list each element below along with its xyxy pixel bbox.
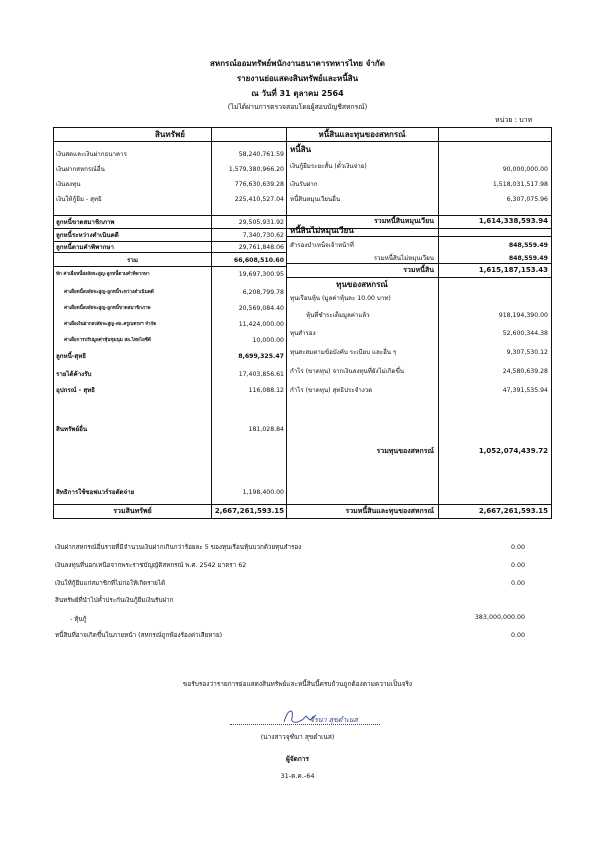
asset-row-label: อุปกรณ์ - สุทธิ	[56, 387, 95, 394]
svg-text:จีรนา สุขดำเนส: จีรนา สุขดำเนส	[310, 716, 358, 724]
note-value: 383,000,000.00	[474, 614, 525, 621]
note-label: หนี้สินที่อาจเกิดขึ้นในภายหน้า (สหกรณ์ถูกฟ้องร้องค่าเสียหาย)	[55, 632, 223, 639]
asset-row-label: ค่าเผื่อหนี้สงสัยจะสูญ-ลูกหนี้ขาดสมาชิกภาพ	[64, 306, 151, 311]
asset-row-value: 11,424,000.00	[238, 321, 284, 328]
balance-sheet-table	[53, 127, 552, 519]
note-label: เงินลงทุนที่นอกเหนือจากพระราชบัญญัติสหกรณ์ พ.ศ. 2542 มาตรา 62	[55, 562, 247, 569]
asset-row-label: ลูกหนี้-สุทธิ	[56, 353, 87, 360]
total-assets-label: รวมสินทรัพย์	[113, 507, 152, 515]
grand-total-label: รวมหนี้สินและทุนของสหกรณ์	[345, 507, 434, 515]
note-label: สินทรัพย์ที่นำไปค้ำประกันเงินกู้ยืมเงินรับฝาก	[55, 597, 174, 604]
equity-row-label: ทุนเรือนหุ้น (มูลค่าหุ้นละ 10.00 บาท)	[290, 295, 391, 302]
asset-row-label: เงินให้กู้ยืม - สุทธิ	[56, 196, 102, 203]
asset-row-label: รายได้ค้างรับ	[56, 371, 92, 378]
asset-row-label: ลูกหนี้ระหว่างดำเนินคดี	[56, 232, 119, 239]
asset-row-label: เงินสดและเงินฝากธนาคาร	[56, 151, 127, 158]
equity-row-label: ทุนสำรอง	[290, 330, 316, 337]
asset-row-value: 6,208,799.78	[242, 289, 284, 296]
asset-row-value: 17,403,856.61	[238, 371, 284, 378]
note-label: เงินให้กู้ยืมแก่สมาชิกที่ไม่ก่อให้เกิดรายได้	[55, 580, 166, 587]
current-liabilities-total-label: รวมหนี้สินหมุนเวียน	[374, 217, 434, 225]
asset-row-value: 19,697,300.95	[238, 271, 284, 278]
liability-row-label: หนี้สินหมุนเวียนอื่น	[290, 196, 341, 203]
noncurrent-liabilities-total-label: รวมหนี้สินไม่หมุนเวียน	[373, 255, 434, 262]
asset-subtotal-label: รวม	[127, 257, 138, 264]
equity-row-value: 24,580,639.28	[502, 368, 548, 375]
note-value: 0.00	[510, 580, 525, 587]
asset-row-value: 29,761,848.06	[238, 244, 284, 251]
grand-total-value: 2,667,261,593.15	[478, 507, 548, 515]
asset-row-value: 58,240,761.59	[238, 151, 284, 158]
liability-row-value: 848,559.49	[508, 242, 548, 249]
note-value: 0.00	[510, 632, 525, 639]
equity-row-value: 9,307,530.12	[506, 349, 548, 356]
report-title: รายงานย่อแสดงสินทรัพย์และหนี้สิน	[236, 74, 359, 83]
liability-row-value: 90,000,000.00	[502, 166, 548, 173]
liability-row-value: 1,518,031,517.98	[492, 181, 548, 188]
asset-row-label: ค่าเผื่อเงินฝากสงสัยจะสูญ-สอ.ครูเบตรงฯ จำกัด	[64, 322, 157, 327]
note-value: 0.00	[510, 562, 525, 569]
manager-name: (นางสาวจุฑิมา สุขดำเนส)	[260, 733, 335, 741]
asset-row-label: เงินฝากสหกรณ์อื่น	[56, 166, 105, 173]
liabilities-heading: หนี้สินและทุนของสหกรณ์	[318, 130, 406, 139]
noncurrent-liabilities-total-value: 848,559.49	[508, 255, 548, 262]
audit-note: (ไม่ได้ผ่านการตรวจสอบโดยผู้สอบบัญชีสหกรณ์)	[227, 103, 368, 111]
total-equity-label: รวมทุนของสหกรณ์	[376, 447, 434, 455]
total-liabilities-label: รวมหนี้สิน	[403, 266, 434, 274]
current-liabilities-heading: หนี้สิน	[290, 145, 312, 154]
asset-row-value: 10,000.00	[252, 337, 284, 344]
asset-row-value: 1,198,400.00	[242, 489, 284, 496]
asset-row-value: 8,699,325.47	[238, 353, 284, 360]
asset-row-label: เงินลงทุน	[56, 181, 81, 188]
liability-row-label: สำรองบำเหน็จเจ้าหน้าที่	[290, 242, 354, 249]
asset-row-label: ค่าเผื่อการปรับมูลค่าหุ้นชุมนุม สอ.ไทยไอซีดี	[64, 338, 151, 343]
assets-heading: สินทรัพย์	[155, 130, 185, 139]
noncurrent-liabilities-heading: หนี้สินไม่หมุนเวียน	[290, 226, 354, 235]
asset-row-value: 20,569,084.40	[238, 305, 284, 312]
unit-label: หน่วย : บาท	[495, 116, 533, 124]
liability-row-label: เงินกู้ยืมระยะสั้น (ตั๋วเงินจ่าย)	[290, 163, 367, 170]
note-label: - หุ้นกู้	[70, 616, 87, 623]
asset-row-value: 7,340,730.62	[242, 232, 284, 239]
sign-date: 31-ต.ค.-64	[280, 772, 315, 780]
equity-row-value: 918,194,390.00	[498, 312, 548, 319]
asset-row-label: สินทรัพย์อื่น	[56, 426, 88, 433]
total-liabilities-value: 1,615,187,153.43	[478, 266, 548, 274]
equity-row-label: กำไร (ขาดทุน) สุทธิประจำงวด	[290, 387, 373, 394]
equity-row-value: 52,600,344.38	[502, 330, 548, 337]
manager-position: ผู้จัดการ	[286, 755, 309, 763]
equity-row-label: ทุนสะสมตามข้อบังคับ ระเบียบ และอื่น ๆ	[290, 349, 397, 356]
note-value: 0.00	[510, 544, 525, 551]
asset-row-label: สิทธิการใช้ซอฟแวร์รอตัดจ่าย	[56, 489, 135, 496]
asset-subtotal-value: 66,608,510.60	[233, 257, 284, 264]
asset-row-label: ค่าเผื่อหนี้สงสัยจะสูญ-ลูกหนี้ระหว่างดำเนินคดี	[64, 290, 154, 295]
note-label: เงินฝากสหกรณ์อื่นรายที่มีจำนวนเงินฝากเกินกว่าร้อยละ 5 ของทุนเรือนหุ้นบวกด้วยทุนสำรอง	[55, 544, 302, 551]
total-assets-value: 2,667,261,593.15	[214, 507, 284, 515]
report-date: ณ วันที่ 31 ตุลาคม 2564	[251, 89, 344, 98]
certification-text: ขอรับรองว่ารายการย่อแสดงสินทรัพย์และหนี้สินนี้ครบถ้วนถูกต้องตามความเป็นจริง	[182, 680, 413, 688]
asset-row-value: 116,088.12	[248, 387, 284, 394]
asset-row-label: หัก ค่าเผื่อหนี้สงสัยจะสูญ-ลูกหนี้ตามคำพิพากษา	[56, 272, 150, 277]
signature	[280, 706, 390, 732]
asset-row-value: 776,630,639.28	[234, 181, 284, 188]
equity-heading: ทุนของสหกรณ์	[336, 280, 388, 289]
asset-row-value: 225,410,527.04	[234, 196, 284, 203]
equity-row-label: กำไร (ขาดทุน) จากเงินลงทุนที่ยังไม่เกิดขึ้น	[290, 368, 405, 375]
asset-row-label: ลูกหนี้ตามคำพิพากษา	[56, 244, 114, 251]
signature-line	[230, 724, 380, 725]
org-name: สหกรณ์ออมทรัพย์พนักงานธนาคารทหารไทย จำกัด	[210, 59, 385, 68]
total-equity-value: 1,052,074,439.72	[478, 447, 548, 455]
equity-row-value: 47,391,535.94	[502, 387, 548, 394]
asset-row-value: 181,028.84	[248, 426, 284, 433]
current-liabilities-total-value: 1,614,338,593.94	[478, 217, 548, 225]
liability-row-value: 6,307,075.96	[506, 196, 548, 203]
equity-row-label: หุ้นที่ชำระเต็มมูลค่าแล้ว	[306, 312, 370, 319]
asset-row-label: ลูกหนี้ขาดสมาชิกภาพ	[56, 219, 115, 226]
asset-row-value: 1,579,380,966.20	[228, 166, 284, 173]
asset-row-value: 29,505,931.92	[238, 219, 284, 226]
liability-row-label: เงินรับฝาก	[290, 181, 318, 188]
